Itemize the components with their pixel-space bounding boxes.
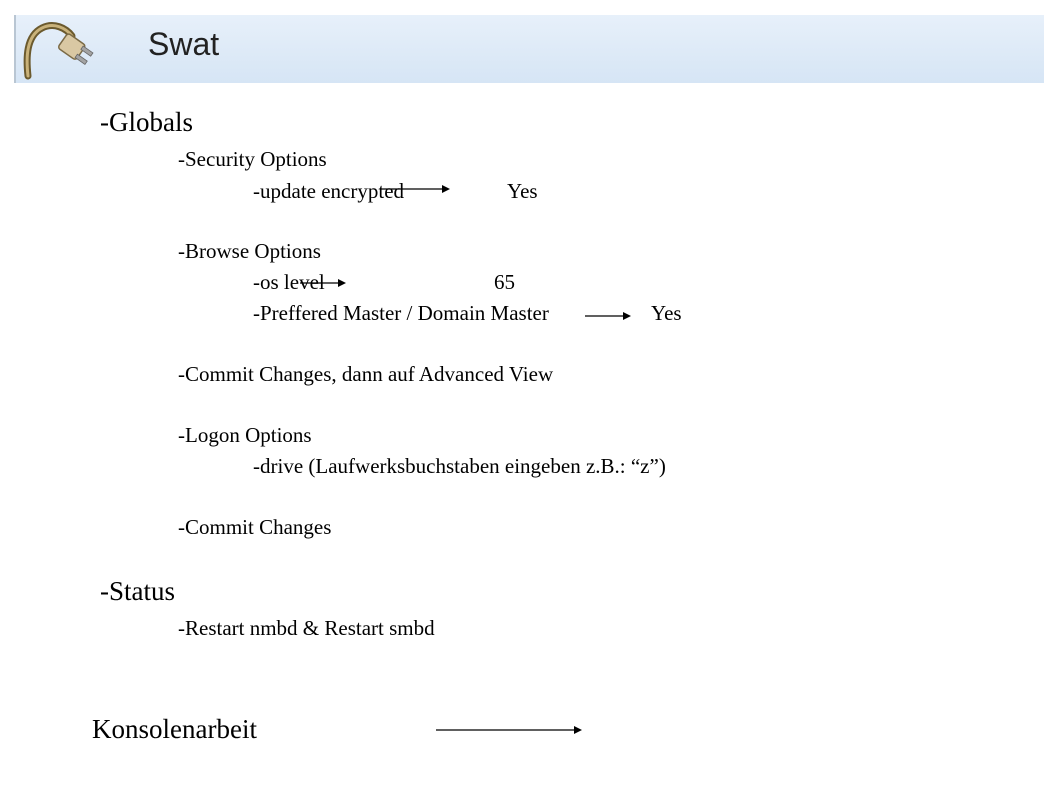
header-divider (14, 15, 16, 83)
logon-options-label: -Logon Options (178, 423, 312, 447)
konsolenarbeit-label: Konsolenarbeit (92, 714, 257, 744)
update-encrypted-value: Yes (507, 179, 538, 203)
preferred-master-label: -Preffered Master / Domain Master (253, 301, 549, 325)
os-level-label: -os level (253, 270, 325, 294)
os-level-value: 65 (494, 270, 515, 294)
page-title: Swat (148, 26, 220, 62)
browse-options-label: -Browse Options (178, 239, 321, 263)
swat-plug-icon (20, 18, 96, 82)
right-arrow-icon (585, 310, 631, 322)
restart-label: -Restart nmbd & Restart smbd (178, 616, 435, 640)
commit-advanced-label: -Commit Changes, dann auf Advanced View (178, 362, 554, 386)
right-arrow-icon (436, 724, 582, 736)
right-arrow-icon (300, 277, 346, 289)
security-options-label: -Security Options (178, 147, 327, 171)
globals-heading: -Globals (100, 107, 193, 137)
status-heading: -Status (100, 576, 176, 606)
drive-label: -drive (Laufwerksbuchstaben eingeben z.B.: “z”) (253, 454, 666, 478)
preferred-master-value: Yes (651, 301, 682, 325)
commit-changes-label: -Commit Changes (178, 515, 332, 539)
update-encrypted-label: -update encrypted (253, 179, 405, 203)
right-arrow-icon (380, 183, 450, 195)
